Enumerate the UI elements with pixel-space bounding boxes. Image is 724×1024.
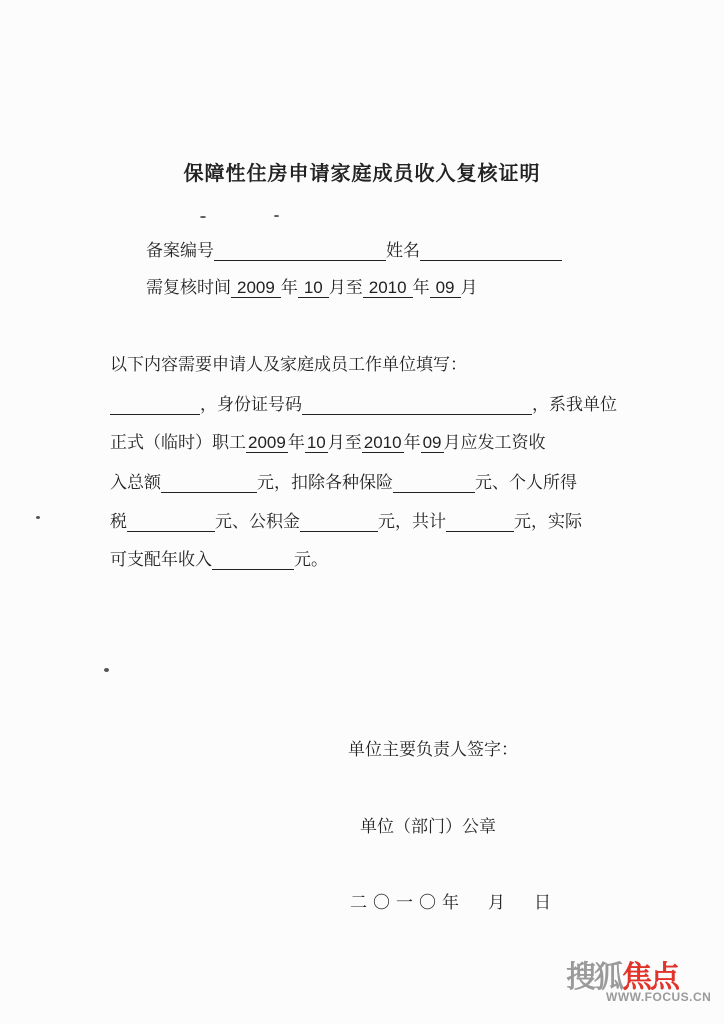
- total-income-field[interactable]: [161, 474, 257, 493]
- sign-date: 二〇一〇年 月 日: [350, 893, 557, 913]
- tax-text: 元、个人所得: [475, 473, 577, 493]
- year-char-2: 年: [412, 278, 430, 298]
- body-line-2: [110, 428, 546, 453]
- scan-speck: [200, 216, 206, 218]
- employee-name-field[interactable]: [110, 396, 200, 415]
- watermark-brand-suffix: 焦点: [622, 960, 678, 995]
- review-end-month: 09: [430, 278, 461, 298]
- watermark-brand-prefix: 搜狐: [566, 960, 622, 995]
- sum-field[interactable]: [446, 513, 514, 532]
- year-char: 年: [280, 278, 298, 298]
- tax-char: 税: [110, 512, 127, 532]
- scan-speck: [274, 215, 279, 217]
- scan-speck: [36, 516, 40, 519]
- document-title: 保障性住房申请家庭成员收入复核证明: [183, 161, 541, 185]
- wage-month-to: 月至: [327, 433, 362, 453]
- filing-line: [146, 236, 562, 261]
- id-label: ，身份证号码: [200, 395, 302, 415]
- body-line-1: [110, 390, 617, 415]
- wage-year-char-2: 年: [403, 433, 421, 453]
- deduct-text: 元，扣除各种保险: [257, 473, 393, 493]
- seal-label: 单位（部门）公章: [360, 817, 496, 837]
- wage-suffix: 月应发工资收: [443, 433, 546, 453]
- review-period-line: [146, 273, 478, 298]
- total-label: 入总额: [110, 473, 161, 493]
- total-text: 元，共计: [378, 512, 446, 532]
- month-char: 月: [460, 278, 478, 298]
- scan-speck: [104, 668, 109, 672]
- id-number-field[interactable]: [302, 396, 532, 415]
- head-sign-label: 单位主要负责人签字：: [348, 740, 518, 760]
- actual-text: 元，实际: [514, 512, 582, 532]
- yuan-end-text: 元。: [294, 550, 328, 570]
- wage-end-month: 09: [422, 433, 442, 452]
- body-line-5: [110, 545, 328, 570]
- body-line-3: [110, 468, 577, 493]
- wage-end-year: 2010: [363, 433, 402, 452]
- wage-year-char: 年: [287, 433, 305, 453]
- insurance-field[interactable]: [393, 474, 475, 493]
- housing-fund-field[interactable]: [300, 513, 378, 532]
- fund-text: 元、公积金: [215, 512, 300, 532]
- body-line-4: [110, 507, 582, 532]
- wage-start-month: 10: [306, 433, 326, 452]
- disposable-income-field[interactable]: [212, 551, 294, 570]
- income-tax-field[interactable]: [127, 513, 215, 532]
- disposable-label: 可支配年收入: [110, 550, 212, 570]
- name-field[interactable]: [420, 242, 562, 261]
- review-start-year: 2009: [231, 278, 281, 298]
- instruction-text: 以下内容需要申请人及家庭成员工作单位填写：: [110, 355, 467, 375]
- name-label: 姓名: [386, 241, 420, 261]
- review-period-label: 需复核时间: [146, 278, 231, 298]
- unit-label: ，系我单位: [532, 395, 617, 415]
- filing-no-field[interactable]: [214, 242, 386, 261]
- review-end-year: 2010: [363, 278, 413, 298]
- wage-start-year: 2009: [248, 433, 286, 452]
- review-start-month: 10: [298, 278, 329, 298]
- filing-no-label: 备案编号: [146, 241, 214, 261]
- employment-text: 正式（临时）职工: [110, 433, 246, 453]
- watermark-url: WWW.FOCUS.CN: [606, 990, 712, 1004]
- month-to-text: 月至: [328, 278, 363, 298]
